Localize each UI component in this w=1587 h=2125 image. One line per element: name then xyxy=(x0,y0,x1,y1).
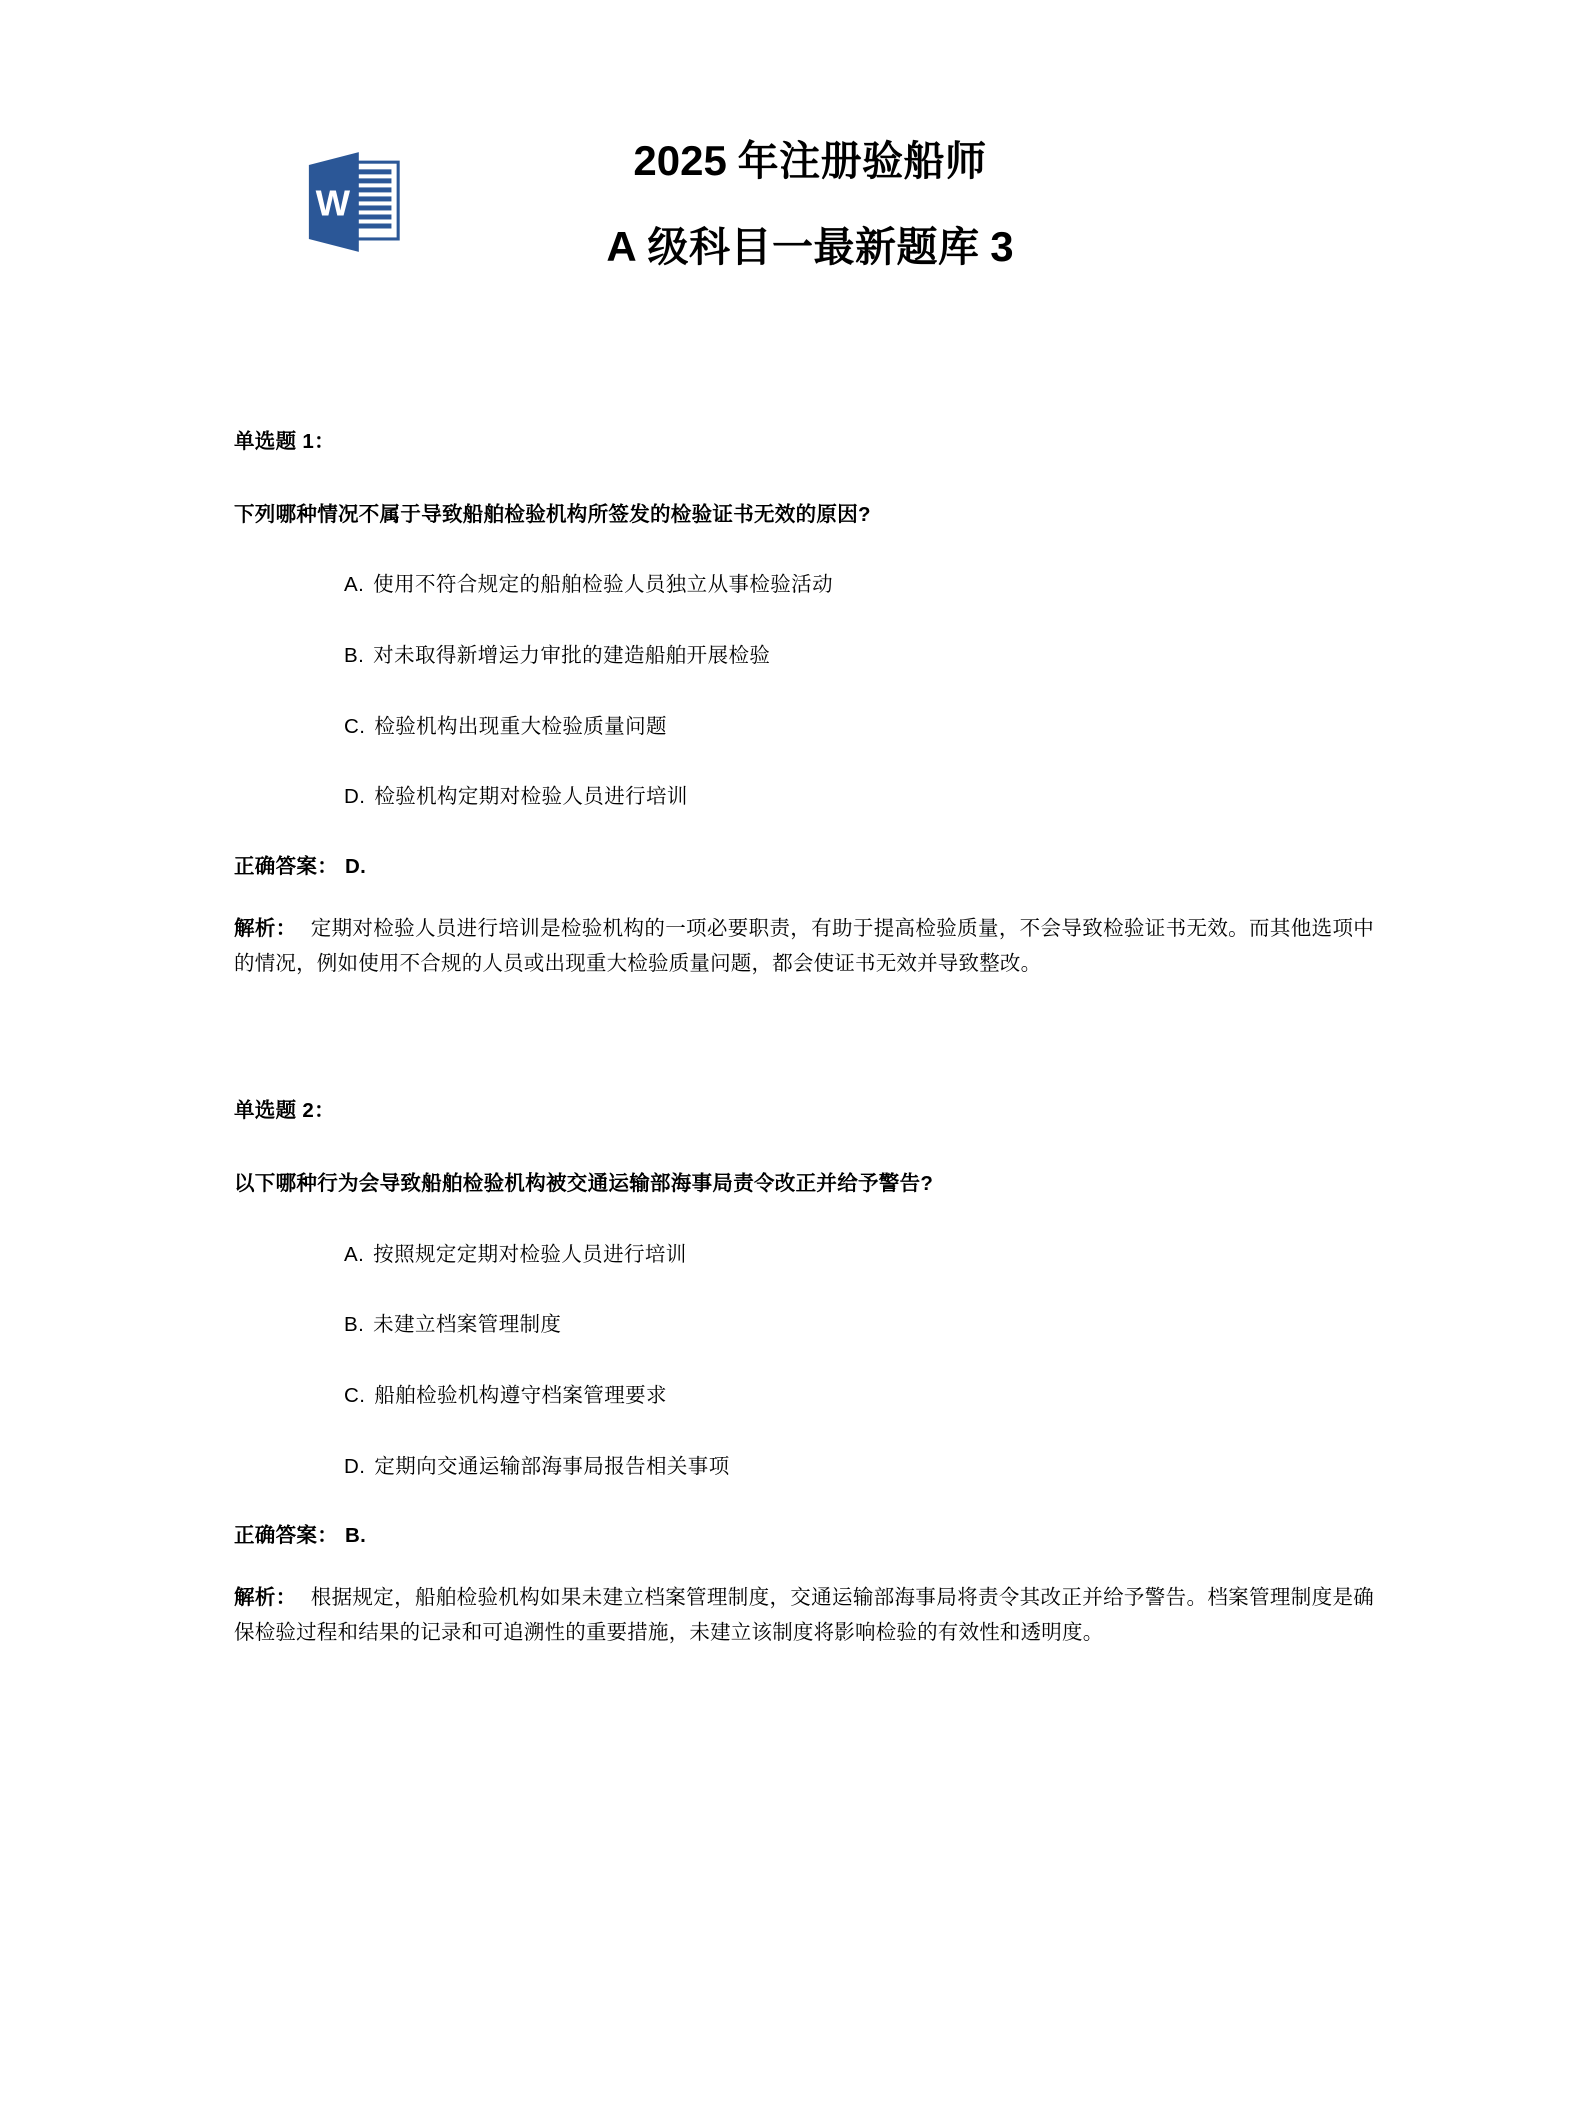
explanation-label: 解析： xyxy=(234,1585,297,1609)
option-item[interactable] xyxy=(344,1241,1374,1270)
answer-label: 正确答案： xyxy=(234,855,338,879)
option-text: 未建立档案管理制度 xyxy=(373,1313,562,1337)
question-stem-2: 以下哪种行为会导致船舶检验机构被交通运输部海事局责令改正并给予警告? xyxy=(234,1171,934,1195)
question-separator xyxy=(234,981,1374,1099)
option-letter: B. xyxy=(344,644,365,667)
answer-line-2 xyxy=(234,1523,1374,1550)
option-text: 检验机构定期对检验人员进行培训 xyxy=(374,785,688,809)
option-letter: C. xyxy=(344,714,366,738)
title-grade: A xyxy=(606,223,637,270)
answer-value: D. xyxy=(345,855,367,879)
explanation-text: 定期对检验人员进行培训是检验机构的一项必要职责，有助于提高检验质量，不会导致检验证书无效。而其他选项中的情况，例如使用不合规的人员或出现重大检验质量问题，都会使证书无效并导致整改。 xyxy=(234,916,1374,975)
explanation-1 xyxy=(234,911,1374,982)
title-line-1-cjk: 年注册验船师 xyxy=(737,138,987,184)
explanation-text: 根据规定，船舶检验机构如果未建立档案管理制度，交通运输部海事局将责令其改正并给予警告。档案管理制度是确保检验过程和结果的记录和可追溯性的重要措施，未建立该制度将影响检验的有效性和透明度。 xyxy=(234,1585,1374,1645)
option-text: 检验机构出现重大检验质量问题 xyxy=(374,714,667,738)
svg-text:W: W xyxy=(315,182,351,224)
option-list-2 xyxy=(234,1241,1374,1482)
option-item[interactable] xyxy=(344,713,1374,742)
title-line-2 xyxy=(500,223,1120,270)
title-year: 2025 xyxy=(633,137,727,184)
option-text: 对未取得新增运力审批的建造船舶开展检验 xyxy=(373,644,771,667)
word-document-icon xyxy=(306,152,402,252)
option-letter: A. xyxy=(344,1242,365,1266)
option-item[interactable] xyxy=(344,1382,1374,1411)
option-item[interactable] xyxy=(344,642,1374,671)
option-item[interactable] xyxy=(344,571,1374,600)
option-letter: D. xyxy=(344,785,366,809)
option-letter: B. xyxy=(344,1313,365,1337)
option-text: 船舶检验机构遵守档案管理要求 xyxy=(374,1383,667,1407)
explanation-2 xyxy=(234,1580,1374,1651)
title-volume-number: 3 xyxy=(990,223,1014,270)
question-stem-1: 下列哪种情况不属于导致船舶检验机构所签发的检验证书无效的原因? xyxy=(234,502,871,526)
question-label-2: 单选题 2： xyxy=(234,1099,335,1123)
question-label-1: 单选题 1： xyxy=(234,430,335,453)
option-text: 定期向交通运输部海事局报告相关事项 xyxy=(374,1454,730,1478)
explanation-label: 解析： xyxy=(234,916,297,940)
document-header xyxy=(0,137,1587,320)
answer-line-1 xyxy=(234,854,1374,881)
option-letter: D. xyxy=(344,1454,366,1478)
title-line-2-cjk: 级科目一最新题库 xyxy=(647,224,980,270)
option-item[interactable] xyxy=(344,783,1374,812)
title-line-1 xyxy=(500,137,1120,184)
option-letter: A. xyxy=(344,573,365,597)
option-text: 按照规定定期对检验人员进行培训 xyxy=(373,1242,687,1266)
answer-value: B. xyxy=(345,1524,367,1548)
question-block-2 xyxy=(234,1099,1374,1650)
option-item[interactable] xyxy=(344,1311,1374,1340)
option-letter: C. xyxy=(344,1383,366,1407)
document-title xyxy=(500,137,1120,270)
document-body xyxy=(234,430,1374,1650)
option-item[interactable] xyxy=(344,1453,1374,1482)
question-block-1 xyxy=(234,430,1374,981)
option-list-1 xyxy=(234,571,1374,812)
option-text: 使用不符合规定的船舶检验人员独立从事检验活动 xyxy=(373,573,833,597)
answer-label: 正确答案： xyxy=(234,1524,338,1548)
